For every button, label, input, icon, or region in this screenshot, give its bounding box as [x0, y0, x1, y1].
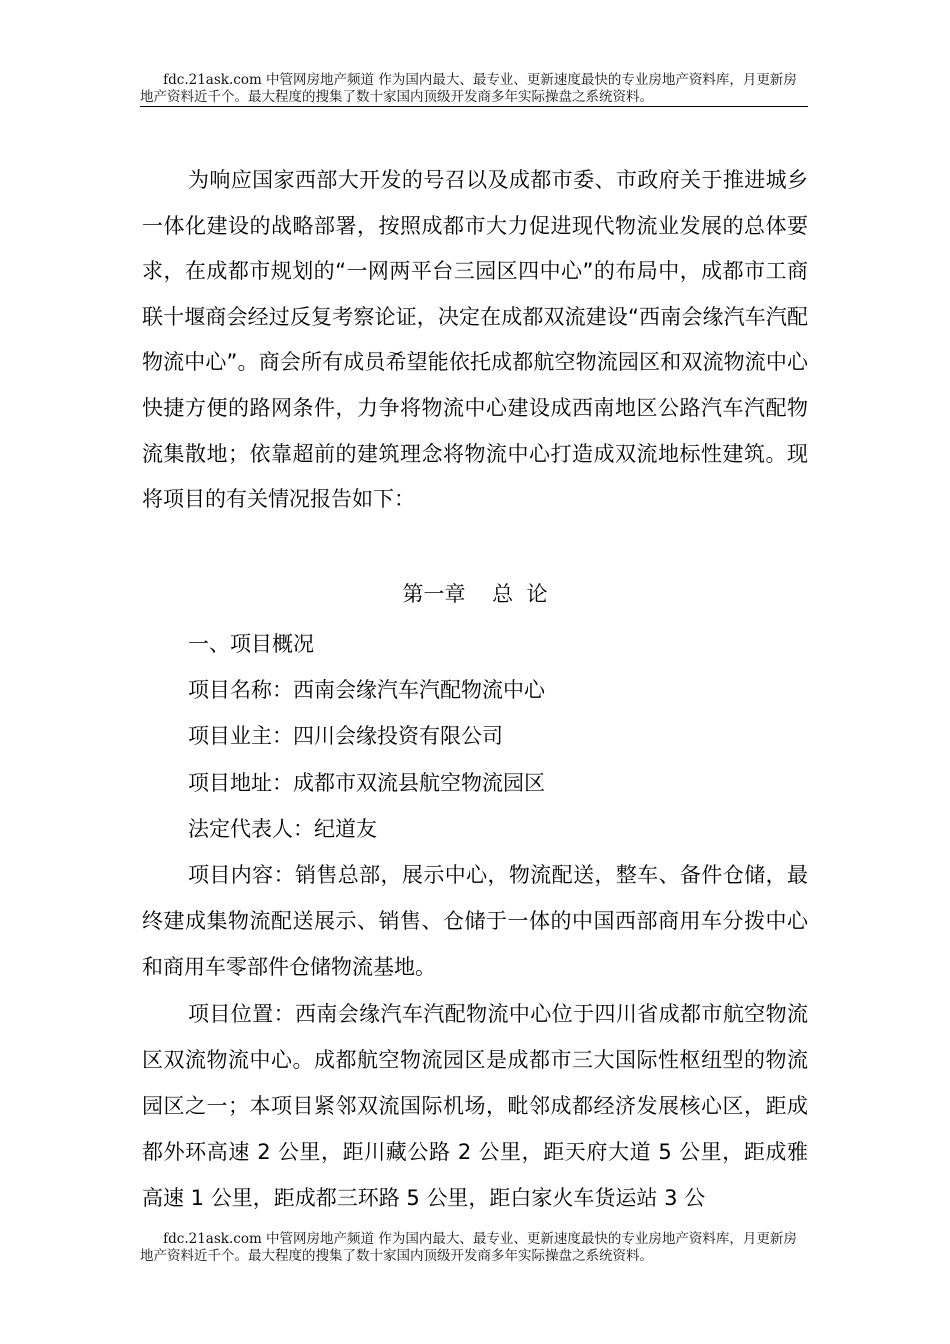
project-name: 项目名称：西南会缘汽车汽配物流中心: [188, 678, 545, 703]
intro-paragraph: 为响应国家西部大开发的号召以及成都市委、市政府关于推进城乡一体化建设的战略部署，按照成都市大力促进现代物流业发展的总体要求，在成都市规划的“一网两平台三园区四中心”的布局中，成都市工商联十堰商会经过反复考察论证，决定在成都双流建设“西南会缘汽车汽配物流中心”。商会所有成员希望能依托成都航空物流园区和双流物流中心快捷方便的路网条件，力争将物流中心建设成西南地区公路汽车汽配物流集散地；依靠超前的建筑理念将物流中心打造成双流地标性建筑。现将项目的有关情况报告如下：: [142, 168, 808, 512]
footer-line-1: fdc.21ask.com 中管网房地产频道 作为国内最大、最专业、更新速度最快的专业房地产资料库，月更新房: [163, 1231, 797, 1247]
header-line-1: fdc.21ask.com 中管网房地产频道 作为国内最大、最专业、更新速度最快的专业房地产资料库，月更新房: [163, 72, 797, 88]
project-location: 项目位置：西南会缘汽车汽配物流中心位于四川省成都市航空物流区双流物流中心。成都航空物流园区是成都市三大国际性枢纽型的物流园区之一；本项目紧邻双流国际机场，毗邻成都经济发展核心区，距成都外环高速 2 公里，距川藏公路 2 公里，距天府大道 5 公里，距成雅高速 1 公里，距成都三环路 5 公里，距白家火车货运站 3 公: [142, 1001, 808, 1211]
legal-representative: 法定代表人：纪道友: [188, 816, 377, 841]
project-owner: 项目业主：四川会缘投资有限公司: [188, 724, 503, 749]
page-footer: [140, 1231, 820, 1265]
project-address: 项目地址：成都市双流县航空物流园区: [188, 770, 545, 795]
chapter-heading: [142, 577, 808, 611]
header-divider: [140, 106, 808, 107]
page-header: [140, 72, 820, 106]
section-heading: 一、项目概况: [188, 632, 314, 656]
intro-section: [142, 158, 808, 523]
chapter-title: 总 论: [492, 582, 548, 606]
project-content: 项目内容：销售总部，展示中心，物流配送，整车、备件仓储，最终建成集物流配送展示、销售、仓储于一体的中国西部商用车分拨中心和商用车零部件仓储物流基地。: [142, 863, 808, 980]
project-overview-section: [142, 621, 808, 1222]
chapter-label: 第一章: [402, 582, 466, 606]
header-line-2: 地产资料近千个。最大程度的搜集了数十家国内顶级开发商多年实际操盘之系统资料。: [140, 89, 653, 105]
footer-line-2: 地产资料近千个。最大程度的搜集了数十家国内顶级开发商多年实际操盘之系统资料。: [140, 1248, 653, 1264]
